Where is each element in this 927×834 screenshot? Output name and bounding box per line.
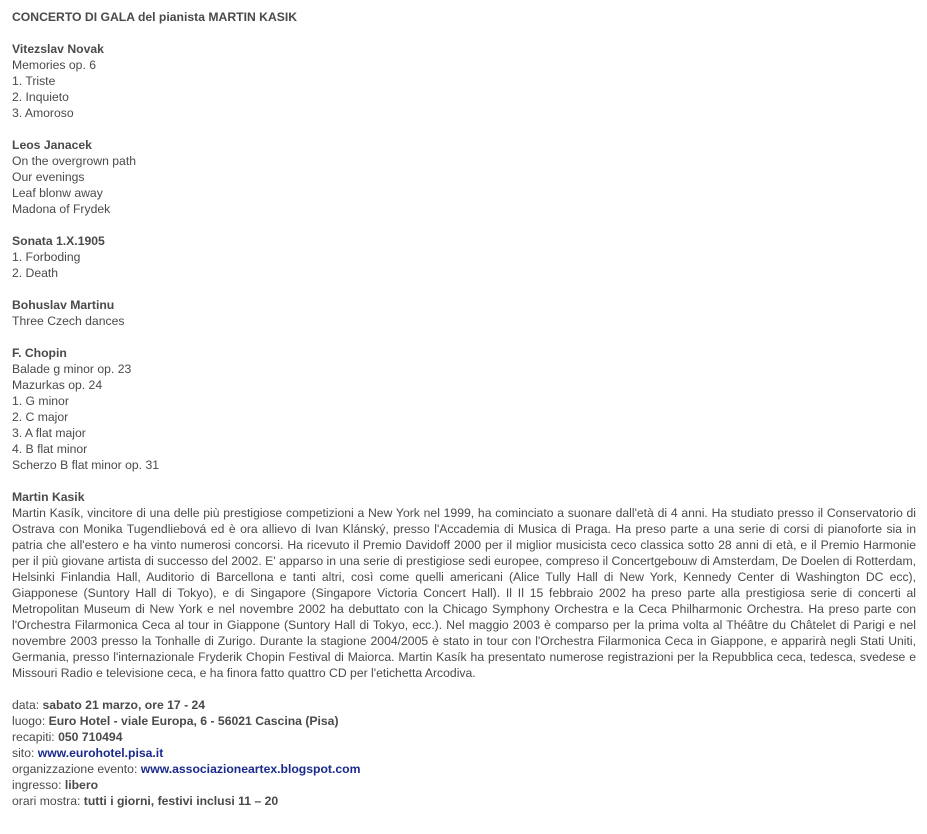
composer-name: Leos Janacek — [12, 138, 92, 152]
event-info — [12, 697, 916, 809]
program-section — [12, 41, 916, 121]
info-entry-label: ingresso: — [12, 778, 62, 792]
info-location-label: luogo: — [12, 714, 46, 728]
program-piece: Scherzo B flat minor op. 31 — [12, 458, 159, 472]
program-piece: Three Czech dances — [12, 314, 125, 328]
composer-name: F. Chopin — [12, 346, 67, 360]
program-section — [12, 345, 916, 473]
info-organizer-link[interactable]: www.associazioneartex.blogspot.com — [140, 762, 361, 776]
program-piece: 3. A flat major — [12, 426, 86, 440]
bio-name: Martin Kasik — [12, 490, 85, 504]
info-entry-value: libero — [64, 778, 99, 792]
bio-section — [12, 489, 916, 681]
program-piece: Balade g minor op. 23 — [12, 362, 132, 376]
program-piece: 2. Death — [12, 266, 59, 280]
info-hours-value: tutti i giorni, festivi inclusi 11 – 20 — [83, 794, 279, 808]
composer-name: Vitezslav Novak — [12, 42, 104, 56]
info-location-row — [12, 713, 916, 729]
info-site-row — [12, 745, 916, 761]
program-piece: On the overgrown path — [12, 154, 136, 168]
program-piece: 1. Forboding — [12, 250, 81, 264]
program-piece: 2. Inquieto — [12, 90, 69, 104]
info-date-label: data: — [12, 698, 40, 712]
program-piece: Our evenings — [12, 170, 85, 184]
info-date-row — [12, 697, 916, 713]
info-site-link[interactable]: www.eurohotel.pisa.it — [37, 746, 164, 760]
composer-name: Sonata 1.X.1905 — [12, 234, 105, 248]
program-section — [12, 297, 916, 329]
info-phone-label: recapiti: — [12, 730, 55, 744]
program-piece: Madona of Frydek — [12, 202, 111, 216]
info-hours-label: orari mostra: — [12, 794, 81, 808]
info-phone-value: 050 710494 — [58, 730, 123, 744]
bio-text: Martin Kasík, vincitore di una delle più prestigiose competizioni a New York nel 1999, ha cominciato a suonare dall'età di 4 anni. Ha studiato presso il Conservatorio di Ostrava con Monika Tugendliebová ed è ora allievo di Ivan Klánský, presso l'Accademia di Musica di Praga. Ha preso parte a una serie di corsi di pianoforte sia in patria che all'estero e ha vinto numerosi concorsi. Ha ricevuto il Premio Davidoff 2000 per il miglior musicista ceco classica sotto 28 anni di età, e il Premio Harmonie per il più giovane artista di successo del 2002. E' apparso in una serie di prestigiose sedi europee, compreso il Concertgebouw di Amsterdam, De Doelen di Rotterdam, Helsinki Finlandia Hall, Auditorio di Barcellona e tanti altri, così come quelli americani (Alice Tully Hall di New York, Kennedy Center di Washington DC ecc), Giapponese (Suntory Hall di Tokyo), e di Singapore (Singapore Victoria Concert Hall). Il Il 15 febbraio 2002 ha preso parte alla prestigiosa serie di concerti al Metropolitan Museum di New York e nel novembre 2002 ha debuttato con la Chicago Symphony Orchestra e la Ceca Philharmonic Orchestra. Ha preso parte con l'Orchestra Filarmonica Ceca al tour in Giappone (Suntory Hall di Tokyo, ecc.). Nel maggio 2003 è comparso per la prima volta al Théâtre du Châtelet di Parigi e nel novembre 2003 presso la Tonhalle di Zurigo. Durante la stagione 2004/2005 è stato in tour con l'Orchestra Filarmonica Ceca in Giappone, e apparirà negli Stati Uniti, Germania, presso l'internazionale Fryderik Chopin Festival di Maiorca. Martin Kasík ha presentato numerose registrazioni per la Repubblica ceca, tedesca, svedese e Missouri Radio e televisione ceca, e ha finora fatto quattro CD per l'etichetta Arcodiva. — [12, 506, 916, 680]
page-title: CONCERTO DI GALA del pianista MARTIN KASIK — [12, 10, 298, 24]
program-piece: 2. C major — [12, 410, 69, 424]
info-site-label: sito: — [12, 746, 35, 760]
info-hours-row — [12, 793, 916, 809]
program-section — [12, 233, 916, 281]
info-phone-row — [12, 729, 916, 745]
info-date-value: sabato 21 marzo, ore 17 - 24 — [42, 698, 206, 712]
info-organizer-label: organizzazione evento: — [12, 762, 138, 776]
program-list — [12, 41, 916, 473]
program-piece: Memories op. 6 — [12, 58, 96, 72]
program-piece: Leaf blonw away — [12, 186, 103, 200]
composer-name: Bohuslav Martinu — [12, 298, 115, 312]
program-piece: 4. B flat minor — [12, 442, 88, 456]
program-section — [12, 137, 916, 217]
program-piece: Mazurkas op. 24 — [12, 378, 103, 392]
info-entry-row — [12, 777, 916, 793]
program-piece: 1. Triste — [12, 74, 56, 88]
info-organizer-row — [12, 761, 916, 777]
program-piece: 3. Amoroso — [12, 106, 74, 120]
program-piece: 1. G minor — [12, 394, 69, 408]
event-page — [12, 9, 916, 809]
info-location-value: Euro Hotel - viale Europa, 6 - 56021 Cascina (Pisa) — [48, 714, 339, 728]
